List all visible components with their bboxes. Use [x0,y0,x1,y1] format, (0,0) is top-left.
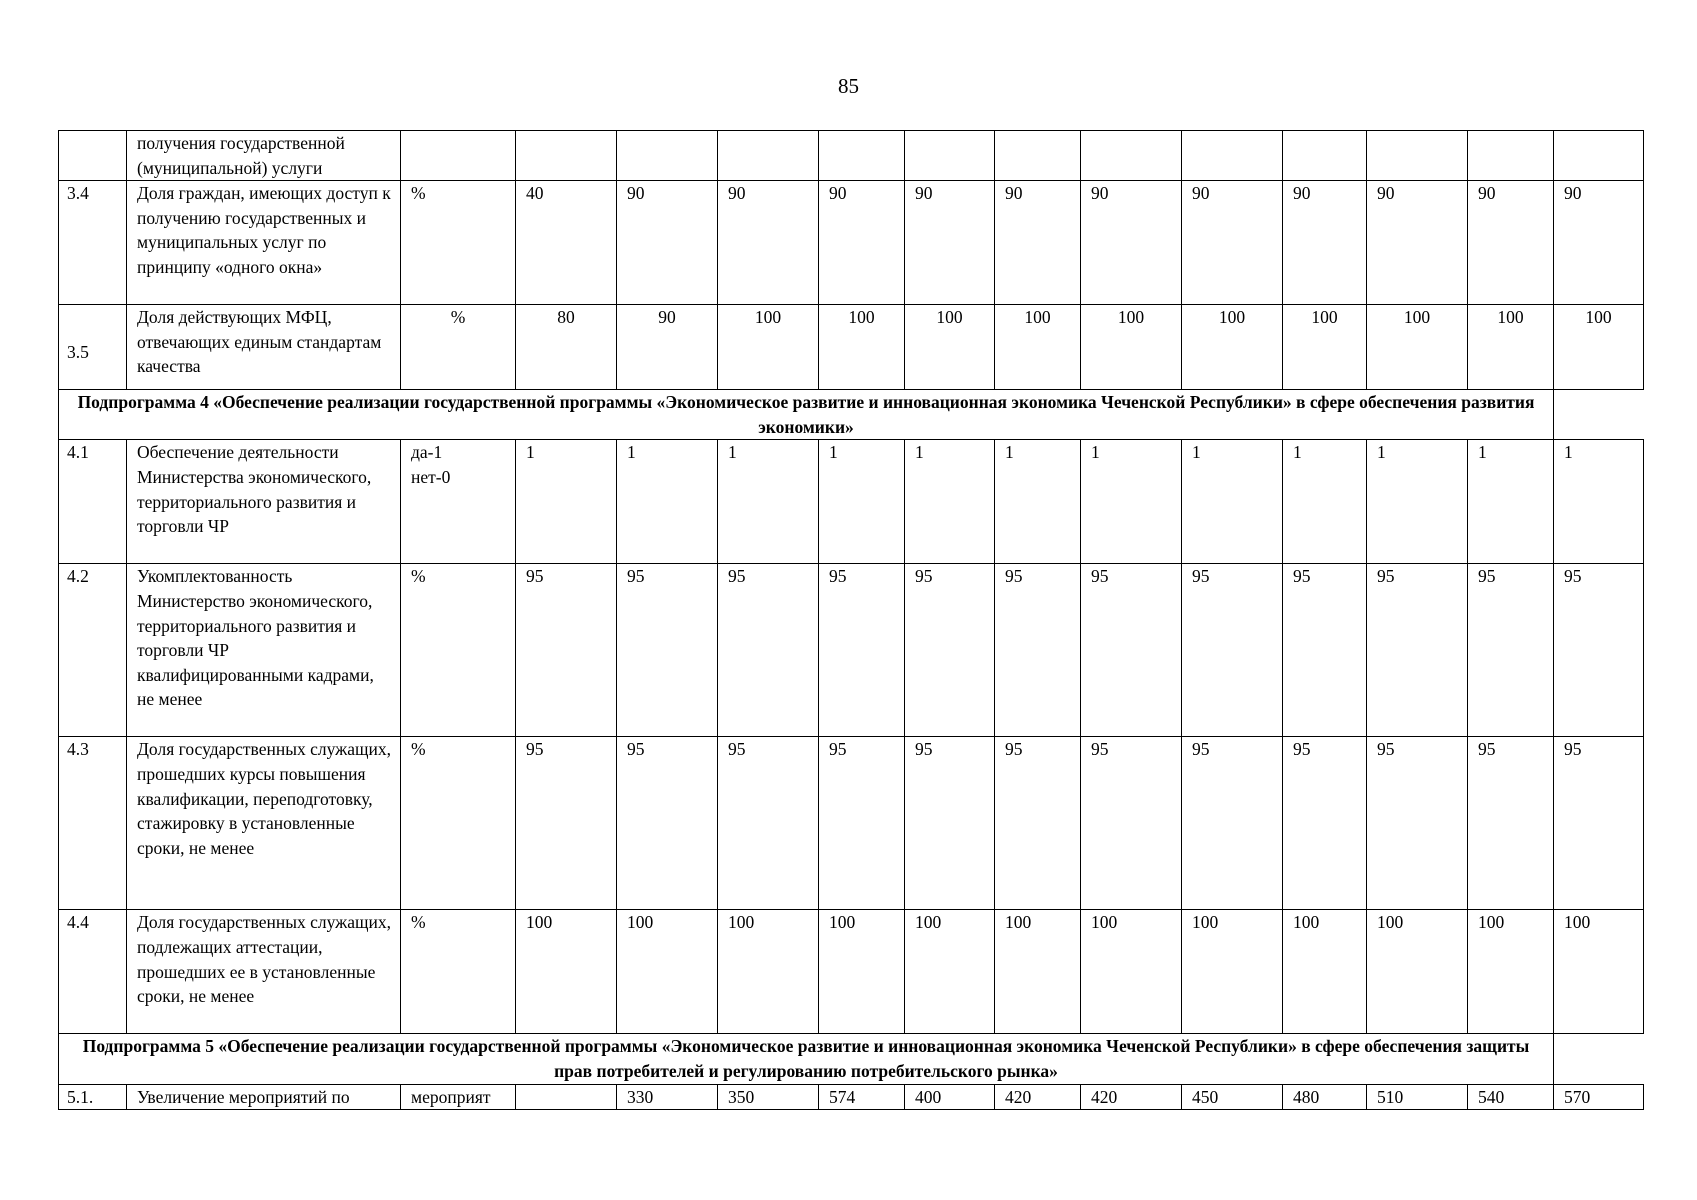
value-cell: 100 [1367,910,1468,1034]
table-row [59,305,1644,390]
table-row [59,131,1644,181]
value-cell: 95 [905,564,995,737]
value-cell [516,131,617,181]
value-cell: 100 [1182,910,1283,1034]
value-cell [718,131,819,181]
value-cell: 95 [617,564,718,737]
table-row [59,737,1644,910]
row-number-cell: 5.1. [59,1084,127,1110]
indicator-name-cell: Доля государственных служащих, прошедших курсы повышения квалификации, переподготовку, стажировку в установленные сроки, не менее [127,737,401,910]
value-cell: 95 [1283,564,1367,737]
value-cell [905,131,995,181]
subprogram-header-row [59,1034,1644,1084]
value-cell: 95 [905,737,995,910]
value-cell: 350 [718,1084,819,1110]
value-cell: 1 [995,440,1081,564]
value-cell: 100 [718,910,819,1034]
table-row [59,564,1644,737]
value-cell: 95 [819,564,905,737]
value-cell: 90 [1182,181,1283,305]
value-cell [1283,131,1367,181]
indicator-name-cell: получения государственной (муниципальной) услуги [127,131,401,181]
value-cell: 95 [1182,564,1283,737]
indicator-name-cell: Доля действующих МФЦ, отвечающих единым стандартам качества [127,305,401,390]
value-cell: 95 [995,737,1081,910]
value-cell: 90 [617,181,718,305]
value-cell: 100 [1081,305,1182,390]
value-cell: 95 [516,564,617,737]
value-cell: 540 [1468,1084,1554,1110]
value-cell: 100 [718,305,819,390]
value-cell: 1 [1182,440,1283,564]
page-number: 85 [838,74,859,98]
value-cell: 100 [516,910,617,1034]
subprogram-header-row [59,390,1644,440]
indicator-name-cell: Доля государственных служащих, подлежащих аттестации, прошедших ее в установленные сроки, не менее [127,910,401,1034]
value-cell: 95 [1182,737,1283,910]
value-cell: 90 [617,305,718,390]
indicator-name-cell: Доля граждан, имеющих доступ к получению государственных и муниципальных услуг по принципу «одного окна» [127,181,401,305]
value-cell: 1 [819,440,905,564]
value-cell: 574 [819,1084,905,1110]
unit-cell: % [401,910,516,1034]
row-number-cell: 3.4 [59,181,127,305]
row-number-cell: 3.5 [59,305,127,390]
value-cell: 95 [516,737,617,910]
value-cell: 90 [905,181,995,305]
value-cell: 90 [1468,181,1554,305]
value-cell: 90 [718,181,819,305]
subprogram-5-title: Подпрограмма 5 «Обеспечение реализации государственной программы «Экономическое развитие и инновационная экономика Чеченской Республики» в сфере обеспечения защиты прав потребителей и регулированию потребительского рынка» [59,1034,1554,1084]
value-cell: 100 [1468,305,1554,390]
value-cell: 90 [995,181,1081,305]
value-cell: 400 [905,1084,995,1110]
value-cell: 100 [905,910,995,1034]
value-cell: 1 [516,440,617,564]
unit-cell [401,440,516,564]
value-cell: 100 [1081,910,1182,1034]
value-cell: 95 [1554,564,1644,737]
value-cell: 100 [1367,305,1468,390]
value-cell [1554,131,1644,181]
value-cell: 95 [1367,737,1468,910]
value-cell: 100 [995,305,1081,390]
value-cell: 1 [1554,440,1644,564]
row-number-cell: 4.1 [59,440,127,564]
value-cell: 1 [905,440,995,564]
value-cell: 330 [617,1084,718,1110]
value-cell: 95 [718,737,819,910]
value-cell [1182,131,1283,181]
value-cell: 90 [1283,181,1367,305]
value-cell: 1 [718,440,819,564]
row-number-cell: 4.3 [59,737,127,910]
value-cell: 95 [995,564,1081,737]
value-cell: 1 [617,440,718,564]
value-cell: 420 [995,1084,1081,1110]
value-cell: 95 [1283,737,1367,910]
value-cell: 1 [1468,440,1554,564]
value-cell: 100 [995,910,1081,1034]
unit-line: да-1 [411,442,443,463]
row-number-cell [59,131,127,181]
value-cell: 80 [516,305,617,390]
value-cell [516,1084,617,1110]
value-cell: 510 [1367,1084,1468,1110]
indicator-name-cell: Обеспечение деятельности Министерства экономического, территориального развития и торговли ЧР [127,440,401,564]
value-cell [995,131,1081,181]
value-cell: 420 [1081,1084,1182,1110]
value-cell: 100 [617,910,718,1034]
value-cell: 95 [1468,737,1554,910]
unit-cell: % [401,564,516,737]
value-cell: 100 [1283,305,1367,390]
value-cell [819,131,905,181]
value-cell: 90 [1554,181,1644,305]
indicators-table [58,130,1644,1110]
value-cell: 95 [1081,737,1182,910]
unit-cell: мероприят [401,1084,516,1110]
value-cell: 100 [1554,910,1644,1034]
value-cell: 95 [1367,564,1468,737]
value-cell: 100 [1468,910,1554,1034]
indicator-name-cell: Укомплектованность Министерство экономического, территориального развития и торговли ЧР квалифицированными кадрами, не менее [127,564,401,737]
value-cell: 95 [718,564,819,737]
subprogram-4-title: Подпрограмма 4 «Обеспечение реализации государственной программы «Экономическое развитие и инновационная экономика Чеченской Республики» в сфере обеспечения развития экономики» [59,390,1554,440]
value-cell: 95 [819,737,905,910]
value-cell: 480 [1283,1084,1367,1110]
row-number-cell: 4.2 [59,564,127,737]
value-cell: 90 [1081,181,1182,305]
value-cell [1081,131,1182,181]
row-number-cell: 4.4 [59,910,127,1034]
value-cell: 1 [1081,440,1182,564]
unit-line: нет-0 [411,466,451,487]
value-cell: 100 [1283,910,1367,1034]
table-row [59,1084,1644,1110]
value-cell: 95 [617,737,718,910]
unit-cell [401,131,516,181]
value-cell [1468,131,1554,181]
value-cell: 95 [1468,564,1554,737]
unit-cell: % [401,305,516,390]
value-cell [1367,131,1468,181]
value-cell: 100 [819,910,905,1034]
unit-cell: % [401,181,516,305]
value-cell: 100 [1554,305,1644,390]
value-cell: 1 [1283,440,1367,564]
unit-cell: % [401,737,516,910]
indicator-name-cell: Увеличение мероприятий по [127,1084,401,1110]
value-cell: 450 [1182,1084,1283,1110]
value-cell: 40 [516,181,617,305]
value-cell: 100 [905,305,995,390]
value-cell: 570 [1554,1084,1644,1110]
value-cell [617,131,718,181]
value-cell: 90 [819,181,905,305]
value-cell: 100 [819,305,905,390]
value-cell: 95 [1081,564,1182,737]
table-row [59,910,1644,1034]
value-cell: 100 [1182,305,1283,390]
value-cell: 90 [1367,181,1468,305]
value-cell: 95 [1554,737,1644,910]
table-row [59,440,1644,564]
table-row [59,181,1644,305]
value-cell: 1 [1367,440,1468,564]
